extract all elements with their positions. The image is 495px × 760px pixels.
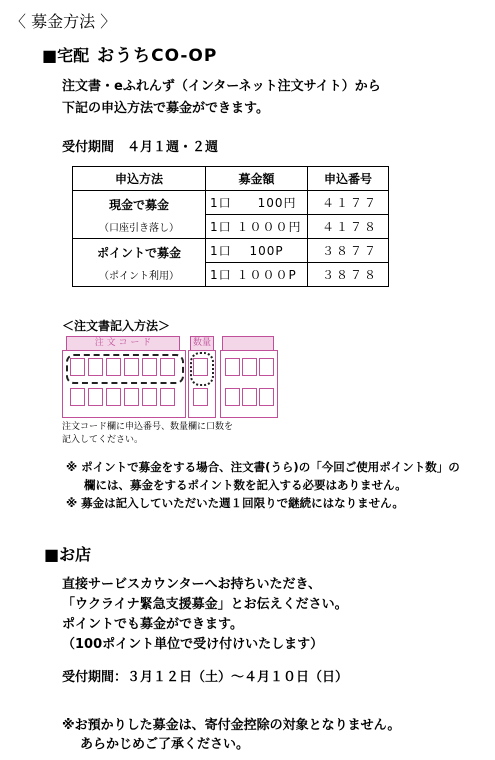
number-cell: ３８７８ xyxy=(308,263,389,287)
amount-cell: 1口 100P xyxy=(206,239,308,263)
code-box xyxy=(88,358,103,376)
delivery-heading-row xyxy=(42,41,217,66)
table-header-number: 申込番号 xyxy=(308,167,389,191)
qty-box xyxy=(193,358,208,376)
method-point-cell xyxy=(73,239,206,287)
store-line-3: ポイントでも募金ができます。 xyxy=(62,617,243,632)
code-box xyxy=(106,358,121,376)
store-line-4: （100ポイント単位で受け付けいたします） xyxy=(62,637,324,652)
store-heading: ■お店 xyxy=(44,545,92,564)
extra-box xyxy=(225,388,240,406)
amount-cell: 1口 100円 xyxy=(206,191,308,215)
method-cash-cell xyxy=(73,191,206,239)
code-box xyxy=(160,388,175,406)
extra-box xyxy=(259,388,274,406)
number-cell: ３８７７ xyxy=(308,239,389,263)
amount-cell: 1口 １０００円 xyxy=(206,215,308,239)
form-extra-label xyxy=(222,336,274,351)
form-qty-label: 数量 xyxy=(190,336,214,351)
code-box xyxy=(106,388,121,406)
code-box xyxy=(124,358,139,376)
store-line-1: 直接サービスカウンターへお持ちいただき、 xyxy=(62,577,321,592)
code-box xyxy=(142,358,157,376)
form-code-label: 注 文 コ ー ド xyxy=(66,336,180,351)
store-line-2: 「ウクライナ緊急支援募金」とお伝えください。 xyxy=(62,597,348,612)
store-period: 受付期間：３月１２日（土）～４月１０日（日） xyxy=(62,670,349,685)
table-row xyxy=(73,239,389,263)
delivery-heading: ■宅配 xyxy=(42,46,90,65)
amount-cell: 1口 １０００P xyxy=(206,263,308,287)
delivery-note-1-cont: 欄には、募金をするポイント数を記入する必要はありません。 xyxy=(84,478,407,492)
store-footnote-1: ※お預かりした募金は、寄付金控除の対象となりません。 xyxy=(62,718,401,733)
table-header-amount: 募金額 xyxy=(206,167,308,191)
delivery-note-2: ※ 募金は記入していただいた週１回限りで継続にはなりません。 xyxy=(66,496,404,510)
code-box xyxy=(160,358,175,376)
form-caption: ＜注文書記入方法＞ xyxy=(62,319,171,333)
table-header-row xyxy=(73,167,389,191)
number-cell: ４１７７ xyxy=(308,191,389,215)
code-box xyxy=(142,388,157,406)
delivery-intro-line2: 下記の申込方法で募金ができます。 xyxy=(62,101,269,116)
order-form-illustration xyxy=(62,336,277,416)
number-cell: ４１７８ xyxy=(308,215,389,239)
code-box xyxy=(124,388,139,406)
page-title: 〈 募金方法 〉 xyxy=(10,12,117,31)
delivery-intro-line1: 注文書・eふれんず（インターネット注文サイト）から xyxy=(62,79,381,94)
code-box xyxy=(70,388,85,406)
table-row xyxy=(73,191,389,215)
fund-table xyxy=(72,166,389,287)
code-box xyxy=(70,358,85,376)
extra-box xyxy=(225,358,240,376)
method-cash: 現金で募金 xyxy=(108,197,169,212)
method-point: ポイントで募金 xyxy=(96,245,181,260)
qty-box xyxy=(193,388,208,406)
code-box xyxy=(88,388,103,406)
method-point-sub: （ポイント利用） xyxy=(99,270,179,282)
brand-logo-text: おうちCO-OP xyxy=(97,46,218,66)
delivery-note-1: ※ ポイントで募金をする場合、注文書(うら)の「今回ご使用ポイント数」の xyxy=(66,460,460,474)
form-note-line2: 記入してください。 xyxy=(62,435,144,445)
delivery-period: 受付期間 ４月１週・２週 xyxy=(62,140,219,155)
extra-box xyxy=(242,358,257,376)
table-header-method: 申込方法 xyxy=(73,167,206,191)
extra-box xyxy=(242,388,257,406)
method-cash-sub: （口座引き落し） xyxy=(99,222,179,234)
extra-box xyxy=(259,358,274,376)
form-note-line1: 注文コード欄に申込番号、数量欄に口数を xyxy=(62,422,234,432)
store-footnote-2: あらかじめご了承ください。 xyxy=(80,737,250,752)
